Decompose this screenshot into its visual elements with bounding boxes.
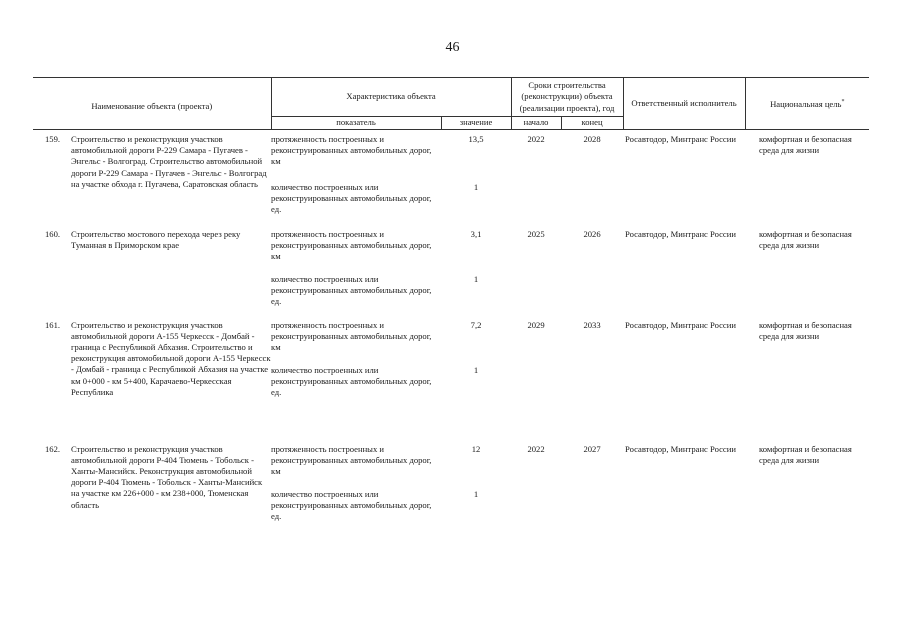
indicator-value: 12	[471, 443, 481, 454]
indicator-label: количество построенных или реконструированных автомобильных дорог, ед.	[271, 273, 432, 306]
value-cell	[441, 316, 511, 440]
indicator-value: 1	[473, 488, 479, 499]
value-cell	[441, 440, 511, 532]
responsible: Росавтодор, Минтранс России	[625, 228, 736, 239]
indicator-value: 3,1	[470, 228, 482, 239]
national-goal: комфортная и безопасная среда для жизни	[759, 319, 852, 341]
indicator-value: 1	[473, 364, 479, 375]
start-year: 2022	[527, 443, 545, 454]
header-characteristic: Характеристика объекта	[271, 78, 511, 117]
national-goal: комфортная и безопасная среда для жизни	[759, 443, 852, 465]
object-name: Строительство и реконструкция участков автомобильной дороги Р-404 Тюмень - Тобольск - Ханты-Мансийск. Реконструкция автомобильной дороги Р-404 Тюмень - Тобольск - Ханты-Мансийск на участке км 226+000 - км 238+000, Тюменская область	[71, 443, 263, 510]
indicator-value: 1	[473, 273, 479, 284]
header-name: Наименование объекта (проекта)	[33, 78, 271, 130]
start-year: 2025	[527, 228, 545, 239]
indicator-cell	[271, 130, 441, 225]
table-row	[33, 316, 869, 440]
end-year: 2028	[583, 134, 601, 144]
value-cell	[441, 130, 511, 225]
value-cell	[441, 225, 511, 316]
responsible: Росавтодор, Минтранс России	[625, 319, 736, 330]
header-indicator: показатель	[271, 117, 441, 130]
responsible: Росавтодор, Минтранс России	[625, 443, 736, 454]
end-year: 2033	[583, 319, 601, 330]
page-number: 46	[445, 40, 460, 55]
indicator-label: протяженность построенных и реконструированных автомобильных дорог, км	[271, 319, 432, 352]
start-year: 2022	[527, 134, 545, 144]
indicator-cell	[271, 225, 441, 316]
end-year: 2027	[583, 443, 601, 454]
header-responsible: Ответственный исполнитель	[623, 78, 745, 130]
indicator-label: протяженность построенных и реконструированных автомобильных дорог, км	[271, 134, 432, 167]
indicator-label: количество построенных или реконструированных автомобильных дорог, ед.	[271, 488, 432, 521]
row-number: 161.	[45, 319, 61, 330]
indicator-label: количество построенных или реконструированных автомобильных дорог, ед.	[271, 182, 432, 215]
header-goal: Национальная цель*	[745, 78, 869, 130]
end-year: 2026	[583, 228, 601, 239]
header-value: значение	[441, 117, 511, 130]
indicator-label: протяженность построенных и реконструированных автомобильных дорог, км	[271, 443, 432, 476]
header-dates: Сроки строительства (реконструкции) объекта (реализации проекта), год	[511, 78, 623, 117]
responsible: Росавтодор, Минтранс России	[625, 134, 736, 144]
table-header	[33, 78, 869, 130]
object-name: Строительство мостового перехода через реку Туманная в Приморском крае	[71, 228, 241, 250]
object-name: Строительство и реконструкция участков автомобильной дороги Р-229 Самара - Пугачев - Энгельс - Волгоград. Строительство автомобильной дороги Р-229 Самара - Пугачев - Энгельс - Волгоград на участке обхода г. Пугачева, Саратовская область	[71, 134, 267, 189]
row-number: 160.	[45, 228, 61, 239]
indicator-value: 7,2	[470, 319, 482, 330]
start-year: 2029	[527, 319, 545, 330]
header-end: конец	[561, 117, 623, 130]
national-goal: комфортная и безопасная среда для жизни	[759, 134, 852, 156]
row-number: 159.	[45, 134, 61, 144]
indicator-value: 1	[473, 182, 479, 192]
indicator-cell	[271, 316, 441, 440]
object-name: Строительство и реконструкция участков автомобильной дороги А-155 Черкесск - Домбай - граница с Республикой Абхазия. Строительство и реконструкция автомобильной дороги А-155 Черкесск - Домбай - граница с Республикой Абхазия на участке км 0+000 - км 5+400, Карачаево-Черкесская Республика	[71, 319, 271, 397]
table-row	[33, 225, 869, 316]
table-row	[33, 440, 869, 532]
table-row	[33, 130, 869, 225]
indicator-value: 13,5	[468, 134, 484, 144]
row-number: 162.	[45, 443, 61, 454]
projects-table	[33, 77, 869, 532]
indicator-cell	[271, 440, 441, 532]
header-start: начало	[511, 117, 561, 130]
indicator-label: протяженность построенных и реконструированных автомобильных дорог, км	[271, 228, 432, 261]
table-body	[33, 130, 869, 532]
indicator-label: количество построенных или реконструированных автомобильных дорог, ед.	[271, 364, 432, 397]
national-goal: комфортная и безопасная среда для жизни	[759, 228, 852, 250]
